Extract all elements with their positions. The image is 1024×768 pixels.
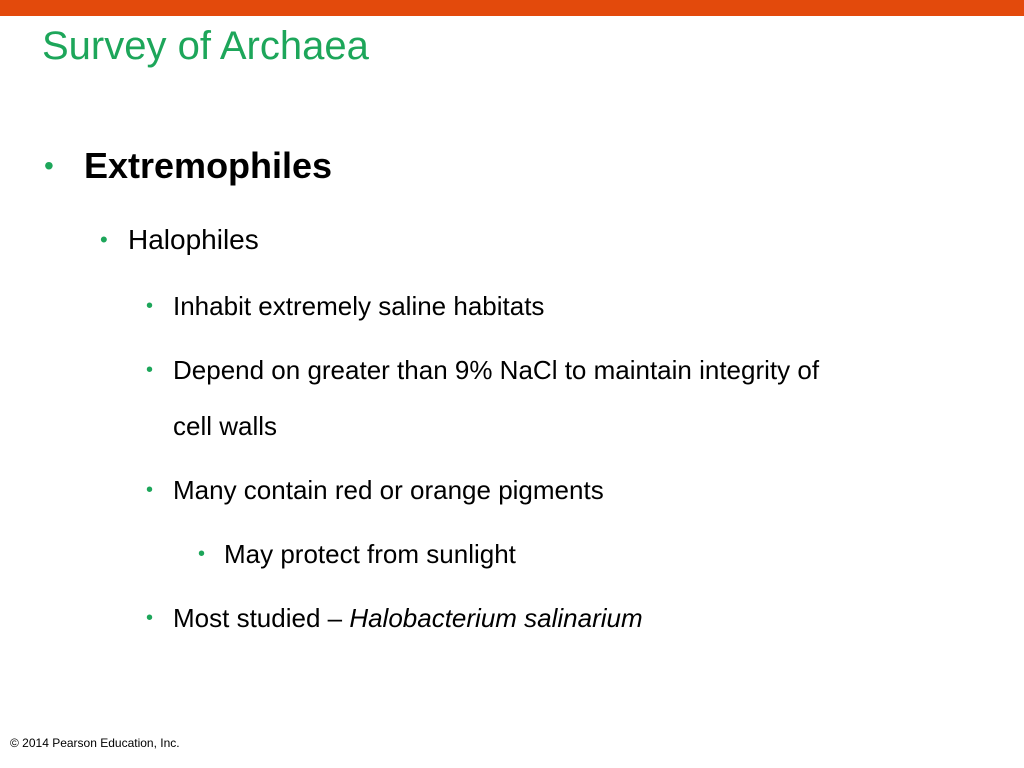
bullet-text: Many contain red or orange pigments <box>173 475 604 505</box>
bullet-depend <box>146 352 820 388</box>
bullet-dot-icon: • <box>146 607 154 629</box>
bullet-text-prefix: Most studied – <box>173 603 350 633</box>
bullet-inhabit <box>146 288 545 324</box>
bullet-text: Extremophiles <box>84 145 333 186</box>
bullet-depend-continuation: cell walls <box>173 411 278 441</box>
bullet-halophiles <box>100 220 259 260</box>
species-name: Halobacterium salinarium <box>349 603 643 633</box>
bullet-dot-icon: • <box>44 150 54 181</box>
bullet-dot-icon: • <box>100 227 108 252</box>
bullet-text: Halophiles <box>128 224 259 255</box>
bullet-extremophiles <box>44 142 333 190</box>
bullet-dot-icon: • <box>146 295 154 317</box>
bullet-dot-icon: • <box>146 479 154 501</box>
bullet-most-studied <box>146 600 643 636</box>
bullet-dot-icon: • <box>198 543 206 565</box>
bullet-protect <box>198 536 516 572</box>
copyright-footer: © 2014 Pearson Education, Inc. <box>10 736 180 750</box>
bullet-pigments <box>146 472 604 508</box>
top-accent-bar <box>0 0 1024 16</box>
bullet-dot-icon: • <box>146 359 154 381</box>
bullet-text: May protect from sunlight <box>224 539 516 569</box>
slide-title: Survey of Archaea <box>42 24 369 68</box>
bullet-text: Inhabit extremely saline habitats <box>173 291 545 321</box>
bullet-text: Depend on greater than 9% NaCl to maintain integrity of <box>173 355 820 385</box>
